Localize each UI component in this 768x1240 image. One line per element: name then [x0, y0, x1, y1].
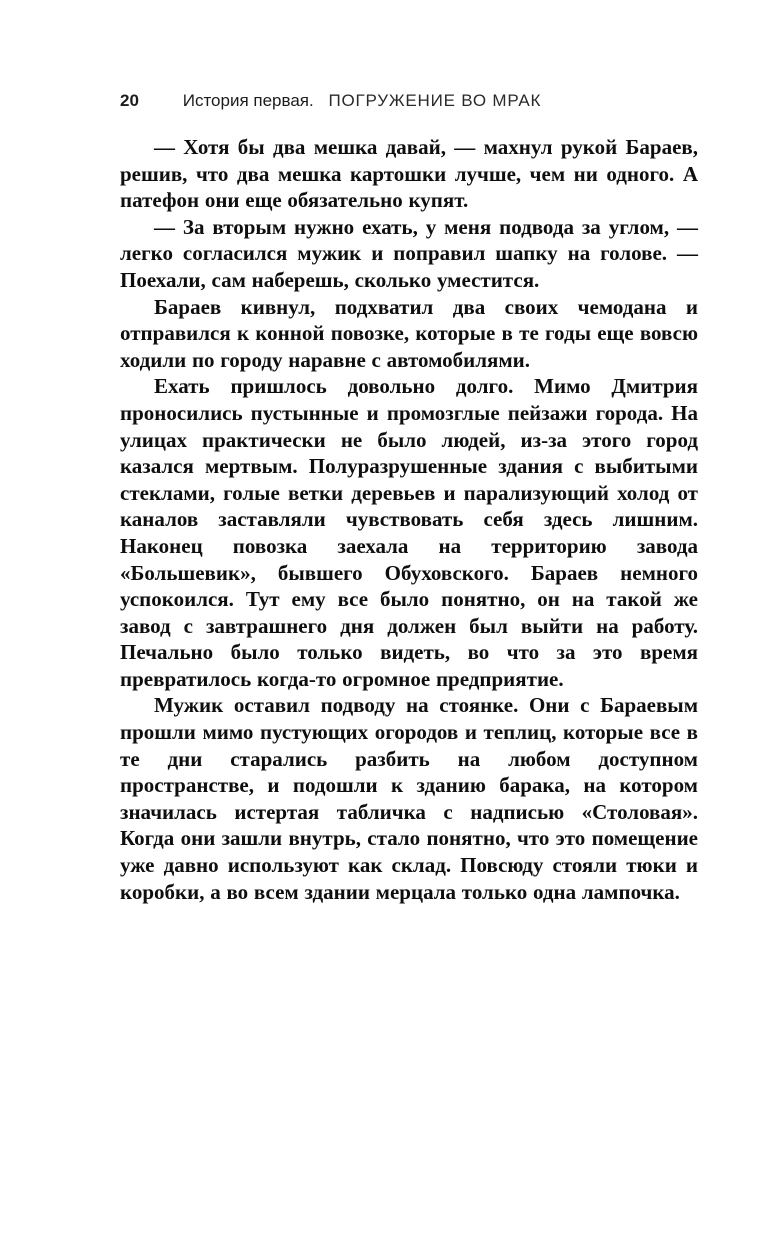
- page-header: [120, 91, 698, 111]
- chapter-title: История первая.: [182, 91, 314, 110]
- paragraph-4: Ехать пришлось довольно долго. Мимо Дмитрия проносились пустынные и промозглые пейзажи города. На улицах практически не было людей, из-за этого город казался мертвым. Полуразрушенные здания с выбитыми стеклами, голые ветки деревьев и парализующий холод от каналов заставляли чувствовать себя здесь лишним. Наконец повозка заехала на территорию завода «Большевик», бывшего Обуховского. Бараев немного успокоился. Тут ему все было понятно, он на такой же завод с завтрашнего дня должен был выйти на работу. Печально было только видеть, во что за это время превратилось когда-то огромное предприятие.: [120, 374, 698, 691]
- story-title: ПОГРУЖЕНИЕ ВО МРАК: [328, 91, 542, 110]
- paragraph-2: — За вторым нужно ехать, у меня подвода за углом, — легко согласился мужик и поправил шапку на голове. — Поехали, сам наберешь, сколько уместится.: [120, 214, 698, 292]
- page-body: [120, 134, 698, 905]
- paragraph-5: Мужик оставил подводу на стоянке. Они с Бараевым прошли мимо пустующих огородов и теплиц, которые все в те дни старались разбить на любом доступном пространстве, и подошли к зданию барака, на котором значилась истертая табличка с надписью «Столовая». Когда они зашли внутрь, стало понятно, что это помещение уже давно используют как склад. Повсюду стояли тюки и коробки, а во всем здании мерцала только одна лампочка.: [120, 693, 698, 904]
- paragraph-1: — Хотя бы два мешка давай, — махнул рукой Бараев, решив, что два мешка картошки лучше, чем ни одного. А патефон они еще обязательно купят.: [120, 135, 698, 213]
- page-number: 20: [120, 91, 139, 110]
- paragraph-3: Бараев кивнул, подхватил два своих чемодана и отправился к конной повозке, которые в те годы еще вовсю ходили по городу наравне с автомобилями.: [120, 294, 698, 372]
